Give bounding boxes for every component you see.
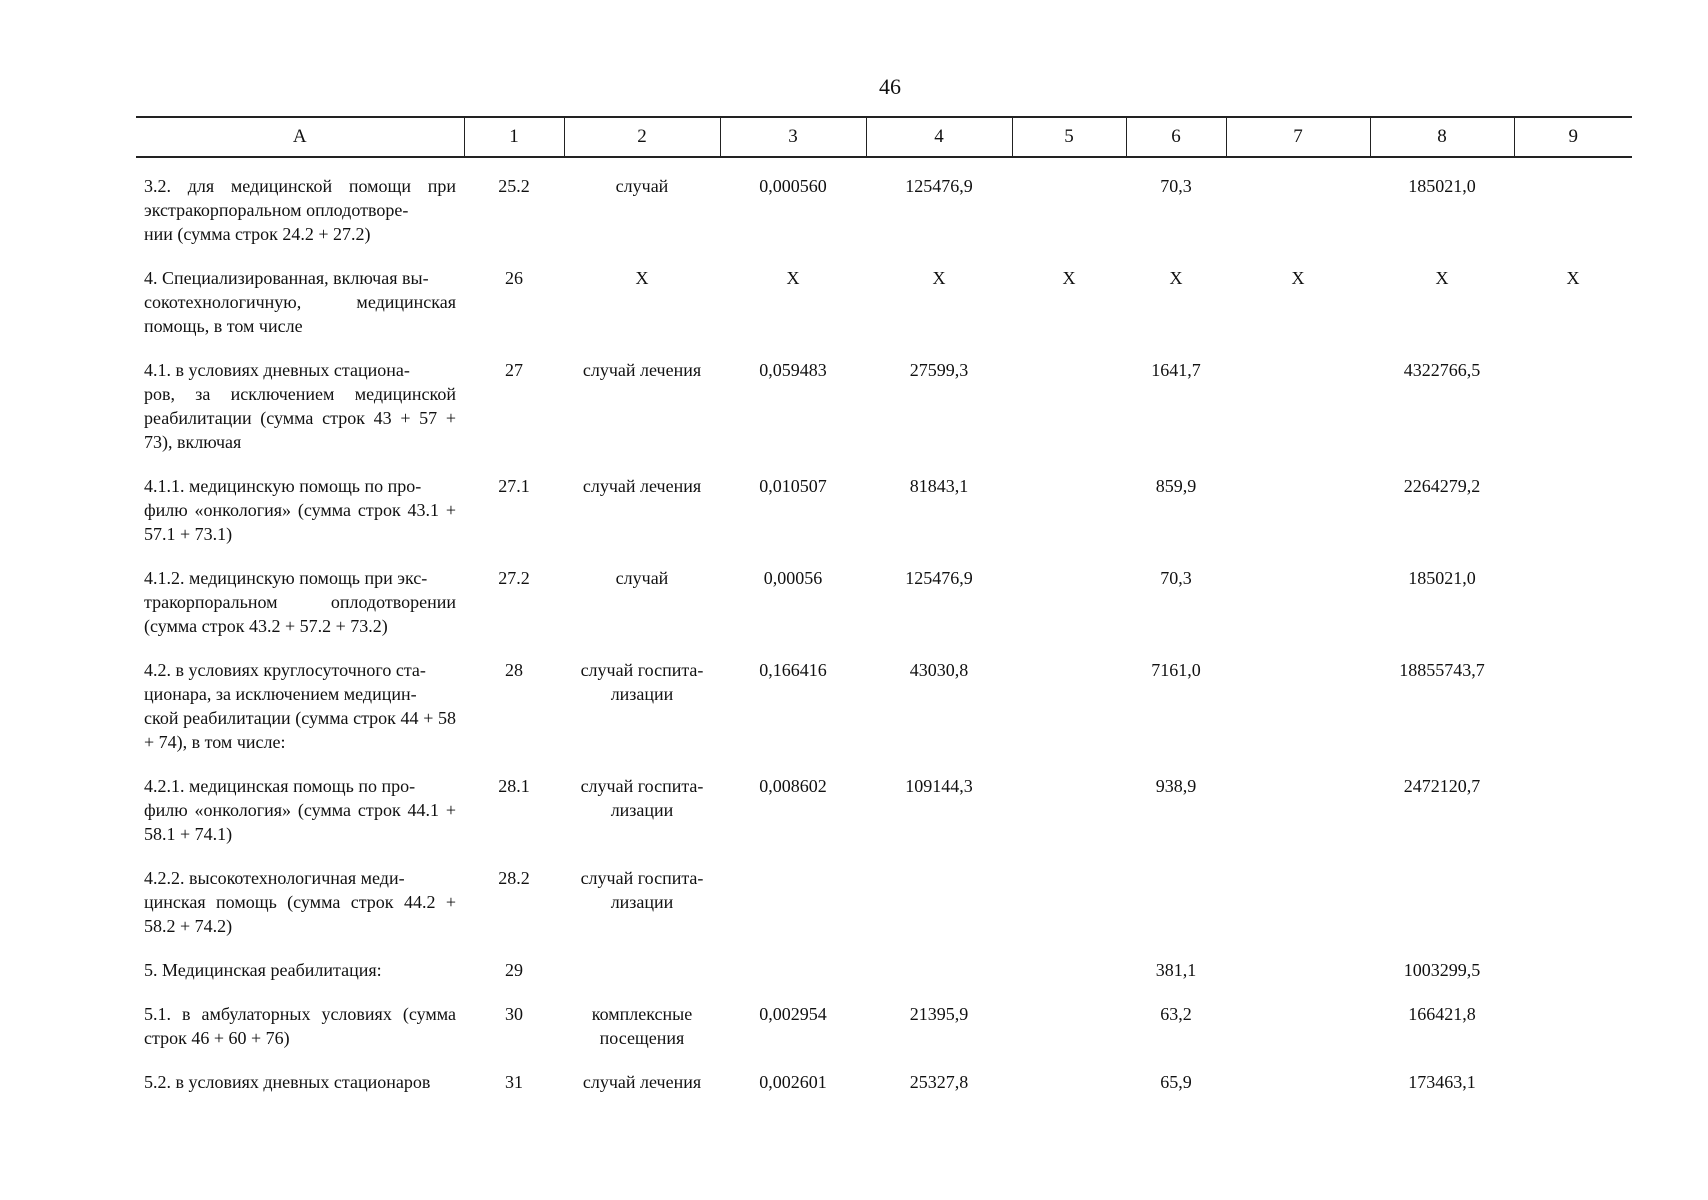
row-value-5 bbox=[1012, 852, 1126, 944]
row-value-6: 381,1 bbox=[1155, 960, 1197, 980]
row-value-9 bbox=[1514, 157, 1632, 252]
row-value-5 bbox=[1012, 344, 1126, 460]
row-value-6: 859,9 bbox=[1155, 476, 1197, 496]
row-value-9 bbox=[1514, 644, 1632, 760]
row-description: 4.2.1. медицинская помощь по про- филю «онкология» (сумма строк 44.1 + 58.1 + 74.1) bbox=[144, 776, 456, 844]
row-value-3: 0,002954 bbox=[759, 1004, 827, 1024]
row-value-7 bbox=[1226, 644, 1370, 760]
row-value-8: 2264279,2 bbox=[1403, 476, 1481, 496]
row-value-8 bbox=[1370, 852, 1514, 944]
header-cell-4: 4 bbox=[866, 117, 1012, 157]
row-value-5 bbox=[1012, 644, 1126, 760]
row-value-6: 63,2 bbox=[1160, 1004, 1192, 1024]
row-number: 28.1 bbox=[498, 776, 530, 796]
table-row bbox=[136, 344, 1632, 460]
table-row bbox=[136, 852, 1632, 944]
row-value-3 bbox=[720, 852, 866, 944]
row-unit: случай госпита- лизации bbox=[580, 776, 704, 820]
row-value-9 bbox=[1514, 944, 1632, 988]
header-cell-2: 2 bbox=[564, 117, 720, 157]
row-description: 5.1. в амбулаторных условиях (сумма строк 46 + 60 + 76) bbox=[144, 1004, 456, 1048]
row-number: 27.2 bbox=[498, 568, 530, 588]
row-unit: комплексные посещения bbox=[591, 1004, 693, 1048]
row-unit: случай госпита- лизации bbox=[580, 868, 704, 912]
row-value-8: 18855743,7 bbox=[1399, 660, 1485, 680]
row-value-7 bbox=[1226, 852, 1370, 944]
row-value-7 bbox=[1226, 1056, 1370, 1100]
row-description: 5. Медицинская реабилитация: bbox=[144, 960, 382, 980]
row-value-9 bbox=[1514, 552, 1632, 644]
row-value-4: 25327,8 bbox=[909, 1072, 969, 1092]
row-value-4 bbox=[866, 944, 1012, 988]
header-cell-3: 3 bbox=[720, 117, 866, 157]
header-cell-9: 9 bbox=[1514, 117, 1632, 157]
row-description: 3.2. для медицинской помощи при экстракорпоральном оплодотворе- нии (сумма строк 24.2 + 27.2) bbox=[144, 176, 456, 244]
row-number: 27.1 bbox=[498, 476, 530, 496]
row-description: 4.2. в условиях круглосуточного ста- ционара, за исключением медицин- ской реабилитации (сумма строк 44 + 58 + 74), в том числе: bbox=[144, 660, 456, 752]
row-value-6: 1641,7 bbox=[1151, 360, 1201, 380]
row-value-4: 81843,1 bbox=[909, 476, 969, 496]
row-number: 30 bbox=[505, 1004, 523, 1024]
row-number: 28 bbox=[505, 660, 523, 680]
row-value-4: 125476,9 bbox=[905, 568, 973, 588]
row-number: 29 bbox=[505, 960, 523, 980]
row-value-9 bbox=[1514, 344, 1632, 460]
row-value-9: X bbox=[1566, 268, 1580, 288]
row-value-7 bbox=[1226, 552, 1370, 644]
row-unit: случай bbox=[615, 176, 669, 196]
row-value-9 bbox=[1514, 1056, 1632, 1100]
row-value-7 bbox=[1226, 760, 1370, 852]
table-body bbox=[136, 157, 1632, 1100]
row-value-4 bbox=[866, 852, 1012, 944]
row-value-3: 0,008602 bbox=[759, 776, 827, 796]
row-value-3: 0,00056 bbox=[763, 568, 823, 588]
row-value-5 bbox=[1012, 552, 1126, 644]
row-value-6: 65,9 bbox=[1160, 1072, 1192, 1092]
row-value-6: 938,9 bbox=[1155, 776, 1197, 796]
row-value-5 bbox=[1012, 1056, 1126, 1100]
table-row bbox=[136, 460, 1632, 552]
table-row bbox=[136, 760, 1632, 852]
row-value-8: 173463,1 bbox=[1408, 1072, 1476, 1092]
row-value-8: 1003299,5 bbox=[1403, 960, 1481, 980]
row-description: 4.1.1. медицинскую помощь по про- филю «онкология» (сумма строк 43.1 + 57.1 + 73.1) bbox=[144, 476, 456, 544]
row-value-8: 2472120,7 bbox=[1403, 776, 1481, 796]
table-row bbox=[136, 1056, 1632, 1100]
row-value-3: 0,002601 bbox=[759, 1072, 827, 1092]
row-value-4: X bbox=[932, 268, 946, 288]
row-value-8: X bbox=[1435, 268, 1449, 288]
row-value-9 bbox=[1514, 460, 1632, 552]
row-description: 4.2.2. высокотехнологичная меди- цинская помощь (сумма строк 44.2 + 58.2 + 74.2) bbox=[144, 868, 456, 936]
row-value-5 bbox=[1012, 460, 1126, 552]
row-value-7 bbox=[1226, 344, 1370, 460]
header-cell-8: 8 bbox=[1370, 117, 1514, 157]
row-value-9 bbox=[1514, 852, 1632, 944]
row-value-4: 27599,3 bbox=[909, 360, 969, 380]
table-row bbox=[136, 552, 1632, 644]
row-value-7: X bbox=[1291, 268, 1305, 288]
row-description: 5.2. в условиях дневных стационаров bbox=[144, 1072, 431, 1092]
row-unit: случай госпита- лизации bbox=[580, 660, 704, 704]
header-cell-5: 5 bbox=[1012, 117, 1126, 157]
table-header-row bbox=[136, 117, 1632, 157]
table-row bbox=[136, 157, 1632, 252]
row-description: 4.1. в условиях дневных стациона- ров, за исключением медицинской реабилитации (сумма строк 43 + 57 + 73), включая bbox=[144, 360, 456, 452]
header-cell-7: 7 bbox=[1226, 117, 1370, 157]
row-unit bbox=[564, 944, 720, 988]
table-row bbox=[136, 944, 1632, 988]
row-value-8: 166421,8 bbox=[1408, 1004, 1476, 1024]
row-value-5: X bbox=[1062, 268, 1076, 288]
row-unit: случай bbox=[615, 568, 669, 588]
row-value-3: X bbox=[786, 268, 800, 288]
row-description: 4. Специализированная, включая вы- сокотехнологичную, медицинская помощь, в том числе bbox=[144, 268, 456, 336]
row-value-8: 185021,0 bbox=[1408, 176, 1476, 196]
row-value-3 bbox=[720, 944, 866, 988]
row-number: 25.2 bbox=[498, 176, 530, 196]
row-value-8: 4322766,5 bbox=[1403, 360, 1481, 380]
row-value-4: 125476,9 bbox=[905, 176, 973, 196]
row-value-4: 109144,3 bbox=[905, 776, 973, 796]
row-value-6: X bbox=[1169, 268, 1183, 288]
table-row bbox=[136, 988, 1632, 1056]
page-number: 46 bbox=[879, 74, 901, 99]
row-value-6: 70,3 bbox=[1160, 176, 1192, 196]
row-unit: случай лечения bbox=[582, 476, 702, 496]
row-value-6 bbox=[1126, 852, 1226, 944]
row-value-5 bbox=[1012, 944, 1126, 988]
row-value-3: 0,059483 bbox=[759, 360, 827, 380]
row-unit: X bbox=[635, 268, 649, 288]
header-cell-a: А bbox=[136, 117, 464, 157]
row-value-4: 43030,8 bbox=[909, 660, 969, 680]
row-value-4: 21395,9 bbox=[909, 1004, 969, 1024]
row-number: 31 bbox=[505, 1072, 523, 1092]
row-value-7 bbox=[1226, 460, 1370, 552]
row-number: 26 bbox=[505, 268, 523, 288]
row-value-8: 185021,0 bbox=[1408, 568, 1476, 588]
row-value-5 bbox=[1012, 988, 1126, 1056]
data-table bbox=[136, 116, 1632, 1100]
table-row bbox=[136, 252, 1632, 344]
row-number: 27 bbox=[505, 360, 523, 380]
row-value-3: 0,000560 bbox=[759, 176, 827, 196]
row-value-6: 70,3 bbox=[1160, 568, 1192, 588]
row-value-7 bbox=[1226, 157, 1370, 252]
row-value-7 bbox=[1226, 944, 1370, 988]
row-value-5 bbox=[1012, 760, 1126, 852]
row-value-5 bbox=[1012, 157, 1126, 252]
row-value-7 bbox=[1226, 988, 1370, 1056]
row-value-9 bbox=[1514, 988, 1632, 1056]
row-description: 4.1.2. медицинскую помощь при экс- тракорпоральном оплодотворении (сумма строк 43.2 + 57.2 + 73.2) bbox=[144, 568, 456, 636]
header-cell-1: 1 bbox=[464, 117, 564, 157]
row-unit: случай лечения bbox=[582, 1072, 702, 1092]
row-value-9 bbox=[1514, 760, 1632, 852]
row-value-3: 0,166416 bbox=[759, 660, 827, 680]
row-value-3: 0,010507 bbox=[759, 476, 827, 496]
table-row bbox=[136, 644, 1632, 760]
row-value-6: 7161,0 bbox=[1151, 660, 1201, 680]
row-number: 28.2 bbox=[498, 868, 530, 888]
row-unit: случай лечения bbox=[582, 360, 702, 380]
header-cell-6: 6 bbox=[1126, 117, 1226, 157]
